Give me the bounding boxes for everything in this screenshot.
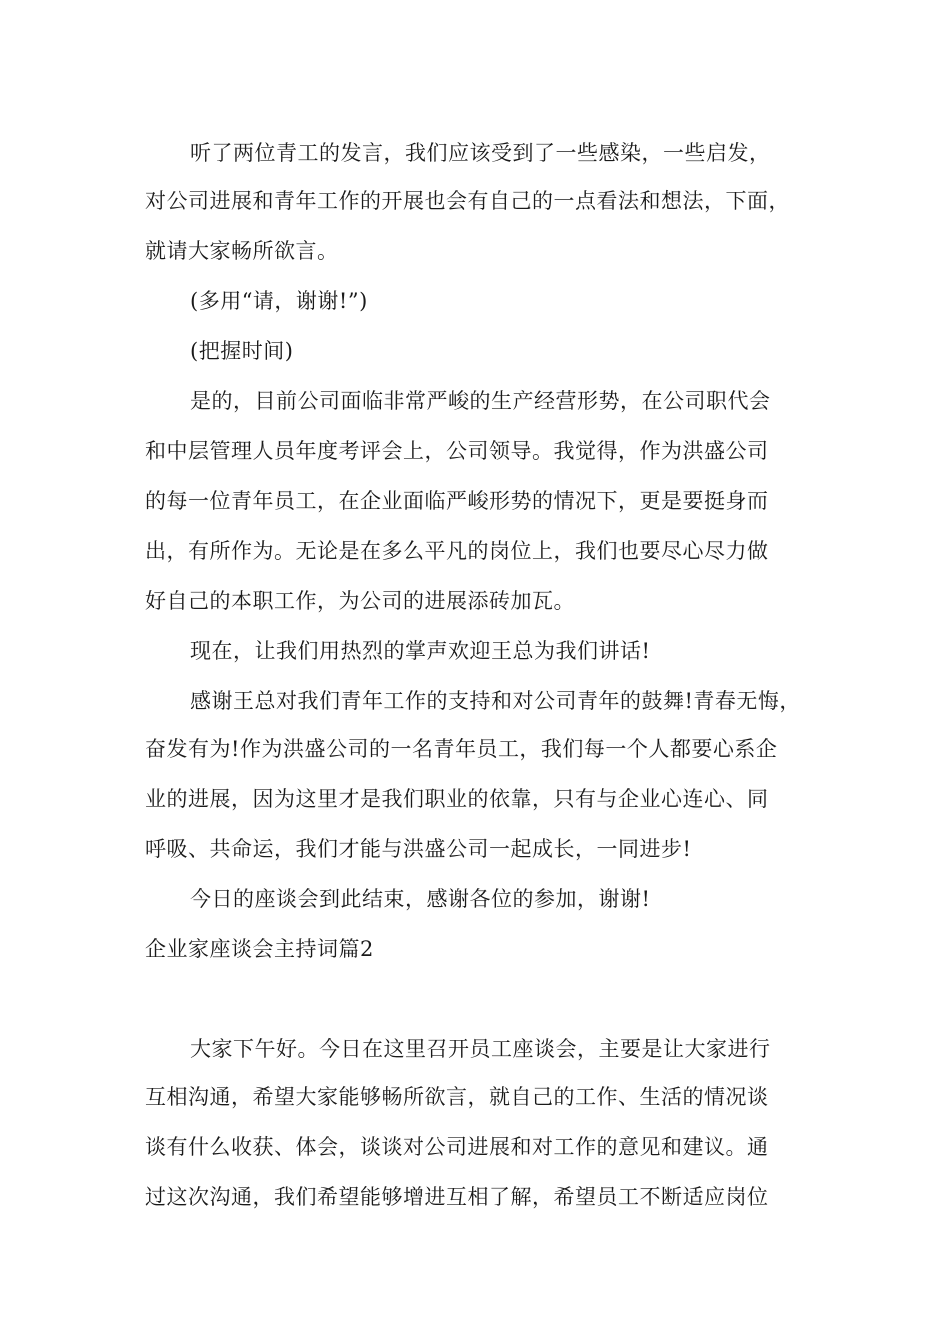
section-heading: 企业家座谈会主持词篇2 — [145, 937, 374, 961]
text-line: 出，有所作为。无论是在多么平凡的岗位上，我们也要尽心尽力做 — [145, 539, 769, 563]
text-line: (把握时间) — [190, 339, 294, 363]
text-line: 业的进展，因为这里才是我们职业的依靠，只有与企业心连心、同 — [145, 787, 769, 811]
text-line: 和中层管理人员年度考评会上，公司领导。我觉得，作为洪盛公司 — [145, 439, 769, 463]
text-line: 好自己的本职工作，为公司的进展添砖加瓦。 — [145, 589, 575, 613]
text-line: 的每一位青年员工，在企业面临严峻形势的情况下，更是要挺身而 — [145, 489, 769, 513]
text-line: 现在，让我们用热烈的掌声欢迎王总为我们讲话! — [190, 639, 651, 663]
text-line: 听了两位青工的发言，我们应该受到了一些感染，一些启发， — [190, 141, 771, 165]
text-line: 奋发有为!作为洪盛公司的一名青年员工，我们每一个人都要心系企 — [145, 737, 778, 761]
text-line: 感谢王总对我们青年工作的支持和对公司青年的鼓舞!青春无悔， — [190, 689, 801, 713]
text-line: 大家下午好。今日在这里召开员工座谈会，主要是让大家进行 — [190, 1037, 771, 1061]
text-line: 互相沟通，希望大家能够畅所欲言，就自己的工作、生活的情况谈 — [145, 1085, 769, 1109]
text-line: 是的，目前公司面临非常严峻的生产经营形势，在公司职代会 — [190, 389, 771, 413]
text-line: 对公司进展和青年工作的开展也会有自己的一点看法和想法，下面， — [145, 189, 790, 213]
text-line: (多用“请，谢谢!”) — [190, 289, 368, 313]
text-line: 就请大家畅所欲言。 — [145, 239, 339, 263]
text-line: 过这次沟通，我们希望能够增进互相了解，希望员工不断适应岗位 — [145, 1185, 769, 1209]
text-line: 谈有什么收获、体会，谈谈对公司进展和对工作的意见和建议。通 — [145, 1135, 769, 1159]
text-line: 呼吸、共命运，我们才能与洪盛公司一起成长，一同进步! — [145, 837, 692, 861]
text-line: 今日的座谈会到此结束，感谢各位的参加，谢谢! — [190, 887, 651, 911]
